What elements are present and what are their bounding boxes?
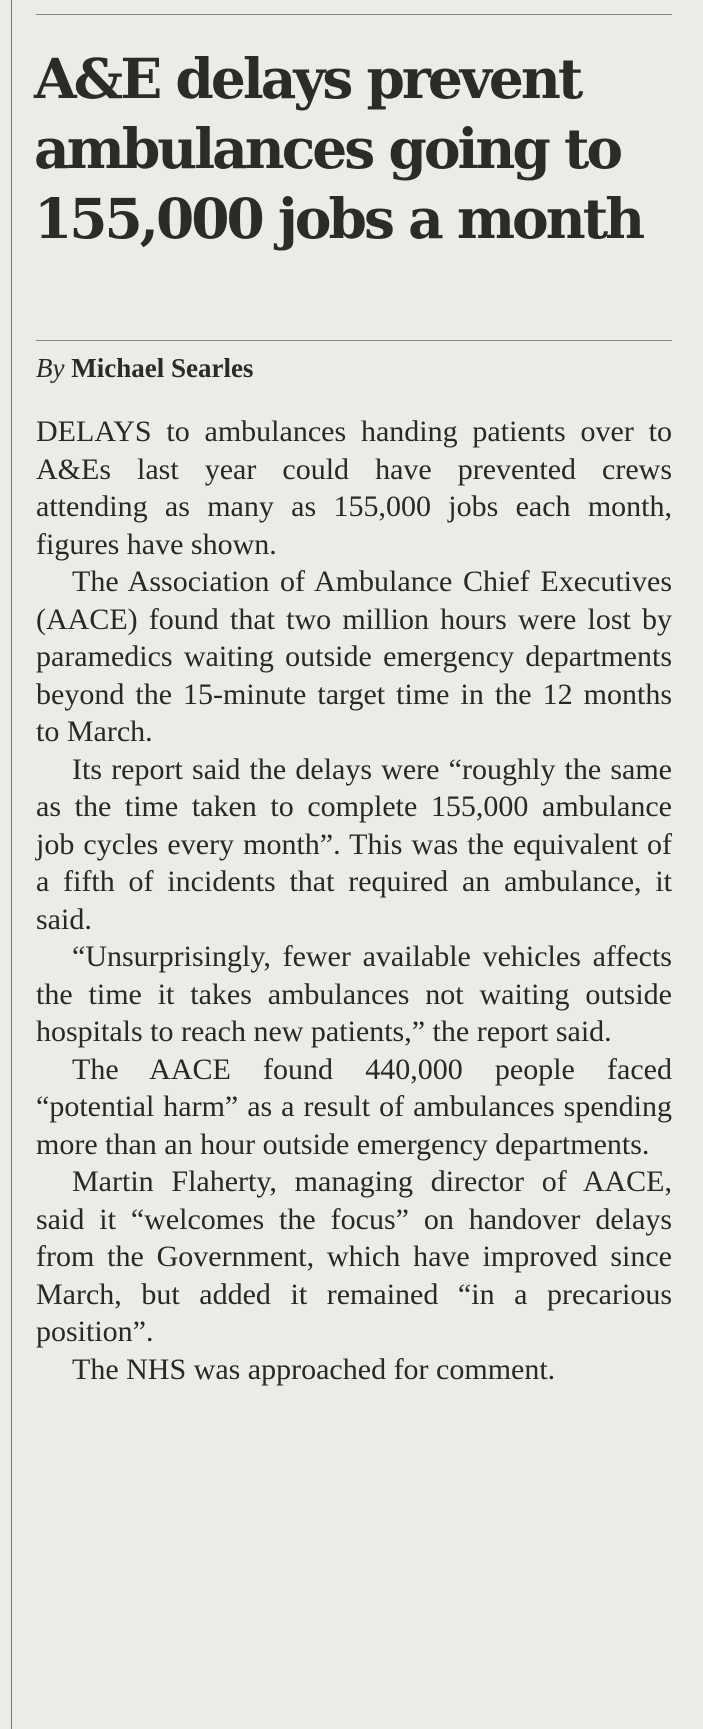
article-paragraph: “Unsurprisingly, fewer available vehicles affects the time it takes ambulances not waiting outside hospitals to reach new patients,” the report said. <box>36 940 672 1048</box>
article-paragraph: Martin Flaherty, managing director of AACE, said it “welcomes the focus” on handover delays from the Government, which have improved since March, but added it remained “in a precarious position”. <box>36 1165 672 1348</box>
article-paragraph: Its report said the delays were “roughly the same as the time taken to complete 155,000 ambulance job cycles every month”. This was the equivalent of a fifth of incidents that required an ambulance, it said. <box>36 752 672 936</box>
article-paragraph: The AACE found 440,000 people faced “potential harm” as a result of ambulances spending more than an hour outside emergency departments. <box>36 1052 672 1161</box>
byline-author: Michael Searles <box>71 353 254 383</box>
article-paragraph: DELAYS to ambulances handing patients over to A&Es last year could have prevented crews attending as many as 155,000 jobs each month, figures have shown. <box>36 415 672 561</box>
headline-rule <box>36 340 672 341</box>
article-paragraph: The NHS was approached for comment. <box>72 1352 556 1386</box>
column-divider <box>11 0 12 1729</box>
byline <box>36 350 253 386</box>
article-headline: A&E delays prevent ambulances going to 155,000 jobs a month <box>34 46 643 251</box>
top-rule <box>36 14 672 15</box>
article-paragraph: The Association of Ambulance Chief Executives (AACE) found that two million hours were lost by paramedics waiting outside emergency departments beyond the 15-minute target time in the 12 months to March. <box>36 565 672 748</box>
article-body <box>36 413 672 1388</box>
byline-prefix: By <box>36 353 65 383</box>
